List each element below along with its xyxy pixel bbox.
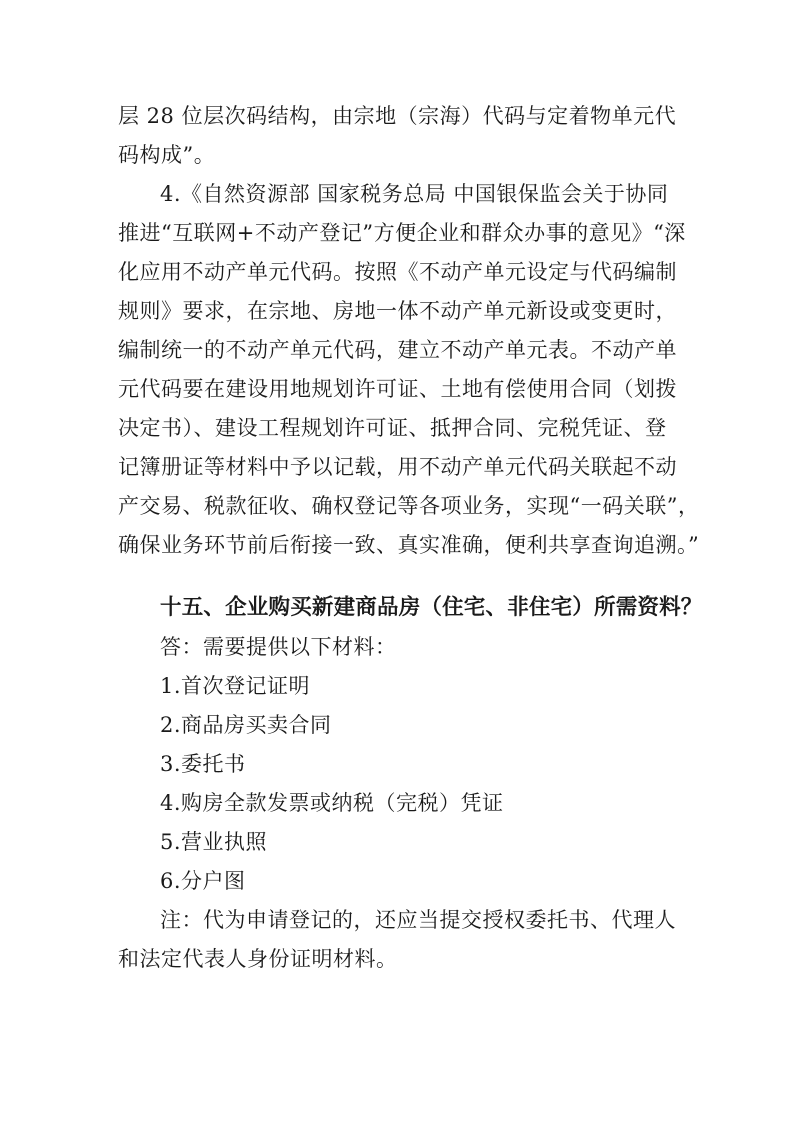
list-item: 6.分户图 <box>160 869 246 893</box>
list-item: 4.购房全款发票或纳税（完税）凭证 <box>160 791 504 815</box>
section-heading: 十五、企业购买新建商品房（住宅、非住宅）所需资料？ <box>160 595 703 620</box>
list-item: 3.委托书 <box>160 752 246 776</box>
item-4-line: 化应用不动产单元代码。按照《不动产单元设定与代码编制 <box>118 260 677 284</box>
text-line: 码构成”。 <box>118 143 216 167</box>
item-4-line: 4.《自然资源部 国家税务总局 中国银保监会关于协同 <box>160 182 669 206</box>
item-4-line: 规则》要求，在宗地、房地一体不动产单元新设或变更时， <box>118 299 677 323</box>
list-item: 2.商品房买卖合同 <box>160 713 332 737</box>
item-4-line: 决定书）、建设工程规划许可证、抵押合同、完税凭证、登 <box>118 416 667 440</box>
item-4-line: 推进“互联网+不动产登记”方便企业和群众办事的意见》“深 <box>118 221 686 245</box>
item-4-line: 确保业务环节前后衔接一致、真实准确，便利共享查询追溯。” <box>118 533 700 557</box>
text-line: 层 28 位层次码结构，由宗地（宗海）代码与定着物单元代 <box>118 104 677 128</box>
item-4-line: 记簿册证等材料中予以记载，用不动产单元代码关联起不动 <box>118 455 677 479</box>
item-4-line: 元代码要在建设用地规划许可证、土地有偿使用合同（划拨 <box>118 377 677 401</box>
answer-intro: 答：需要提供以下材料： <box>160 635 397 659</box>
list-item: 5.营业执照 <box>160 830 268 854</box>
note-line: 和法定代表人身份证明材料。 <box>118 947 398 971</box>
list-item: 1.首次登记证明 <box>160 674 311 698</box>
item-4-line: 产交易、税款征收、确权登记等各项业务，实现“一码关联”， <box>118 494 700 518</box>
note-line: 注：代为申请登记的，还应当提交授权委托书、代理人 <box>160 908 676 932</box>
item-4-line: 编制统一的不动产单元代码，建立不动产单元表。不动产单 <box>118 338 677 362</box>
